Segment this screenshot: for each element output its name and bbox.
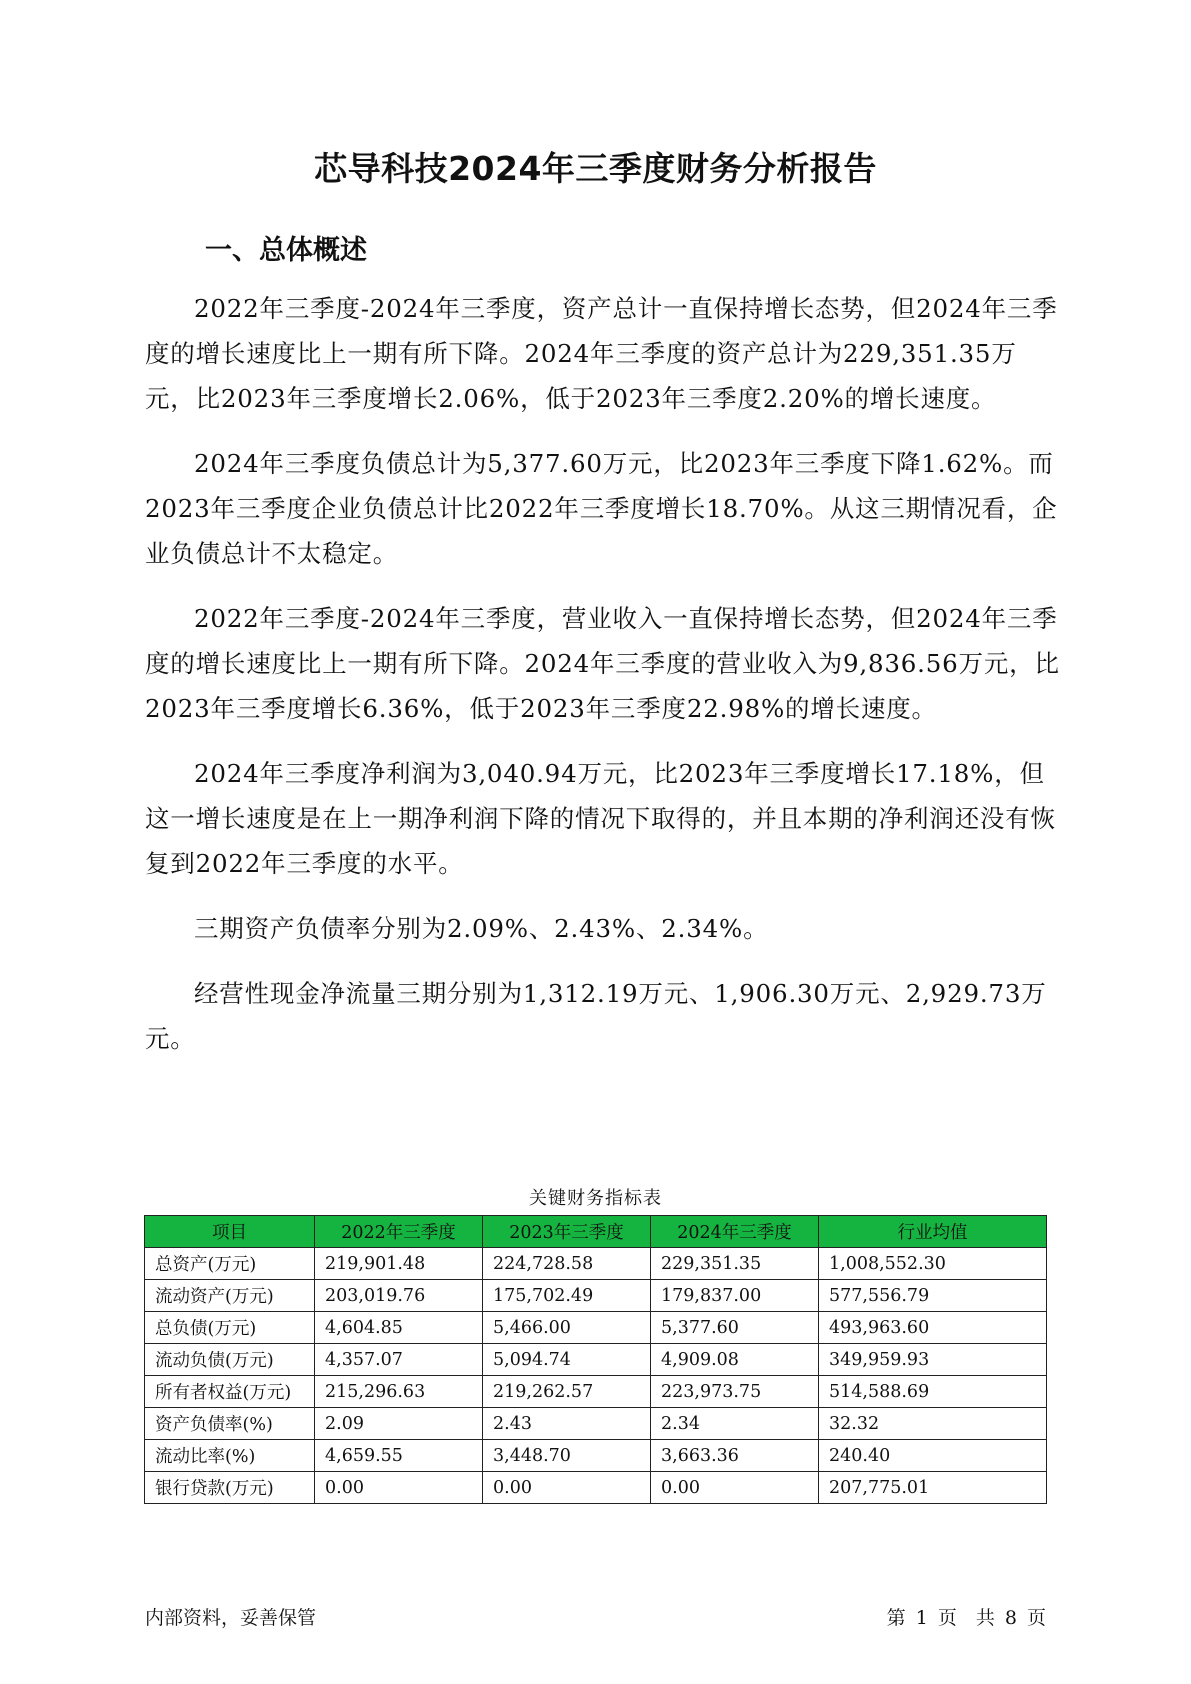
- cell-value: 1,008,552.30: [819, 1248, 1047, 1280]
- cell-value: 4,659.55: [315, 1440, 483, 1472]
- cell-value: 219,262.57: [483, 1376, 651, 1408]
- row-label: 资产负债率(%): [145, 1408, 315, 1440]
- cell-value: 240.40: [819, 1440, 1047, 1472]
- table-row: [145, 1472, 1047, 1504]
- cell-value: 5,466.00: [483, 1312, 651, 1344]
- table-row: [145, 1312, 1047, 1344]
- paragraph-debt-ratio: 三期资产负债率分别为2.09%、2.43%、2.34%。: [194, 914, 769, 943]
- cell-value: 514,588.69: [819, 1376, 1047, 1408]
- table-row: [145, 1408, 1047, 1440]
- paragraph-net-profit: 2024年三季度净利润为3,040.94万元，比2023年三季度增长17.18%，但这一增长速度是在上一期净利润下降的情况下取得的，并且本期的净利润还没有恢复到2022年三季度的水平。: [145, 759, 1056, 878]
- section-heading: 一、总体概述: [205, 235, 367, 266]
- cell-value: 5,377.60: [651, 1312, 819, 1344]
- header-item: 项目: [145, 1216, 315, 1248]
- header-2024q3: 2024年三季度: [651, 1216, 819, 1248]
- cell-value: 32.32: [819, 1408, 1047, 1440]
- financial-indicators-table: [144, 1215, 1047, 1504]
- cell-value: 3,448.70: [483, 1440, 651, 1472]
- cell-value: 349,959.93: [819, 1344, 1047, 1376]
- table-row: [145, 1280, 1047, 1312]
- report-body: [145, 286, 1065, 1081]
- paragraph-liabilities: 2024年三季度负债总计为5,377.60万元，比2023年三季度下降1.62%。而2023年三季度企业负债总计比2022年三季度增长18.70%。从这三期情况看，企业负债总计不太稳定。: [145, 449, 1058, 568]
- cell-value: 493,963.60: [819, 1312, 1047, 1344]
- row-label: 流动比率(%): [145, 1440, 315, 1472]
- table-row: [145, 1248, 1047, 1280]
- cell-value: 0.00: [651, 1472, 819, 1504]
- report-title: 芯导科技2024年三季度财务分析报告: [314, 149, 877, 188]
- cell-value: 0.00: [483, 1472, 651, 1504]
- cell-value: 229,351.35: [651, 1248, 819, 1280]
- footer-confidential-note: 内部资料，妥善保管: [145, 1607, 317, 1629]
- header-2022q3: 2022年三季度: [315, 1216, 483, 1248]
- paragraph-assets: 2022年三季度-2024年三季度，资产总计一直保持增长态势，但2024年三季度的增长速度比上一期有所下降。2024年三季度的资产总计为229,351.35万元，比2023年三季度增长2.06%，低于2023年三季度2.20%的增长速度。: [145, 294, 1058, 413]
- cell-value: 577,556.79: [819, 1280, 1047, 1312]
- cell-value: 4,604.85: [315, 1312, 483, 1344]
- cell-value: 0.00: [315, 1472, 483, 1504]
- table-row: [145, 1440, 1047, 1472]
- table-row: [145, 1344, 1047, 1376]
- row-label: 流动资产(万元): [145, 1280, 315, 1312]
- row-label: 银行贷款(万元): [145, 1472, 315, 1504]
- cell-value: 4,357.07: [315, 1344, 483, 1376]
- cell-value: 2.34: [651, 1408, 819, 1440]
- cell-value: 175,702.49: [483, 1280, 651, 1312]
- header-2023q3: 2023年三季度: [483, 1216, 651, 1248]
- paragraph-cash-flow: 经营性现金净流量三期分别为1,312.19万元、1,906.30万元、2,929.73万元。: [145, 979, 1047, 1053]
- cell-value: 219,901.48: [315, 1248, 483, 1280]
- footer-page-number: 第 1 页 共 8 页: [886, 1607, 1046, 1629]
- paragraph-revenue: 2022年三季度-2024年三季度，营业收入一直保持增长态势，但2024年三季度的增长速度比上一期有所下降。2024年三季度的营业收入为9,836.56万元，比2023年三季度增长6.36%，低于2023年三季度22.98%的增长速度。: [145, 604, 1060, 723]
- cell-value: 179,837.00: [651, 1280, 819, 1312]
- row-label: 所有者权益(万元): [145, 1376, 315, 1408]
- cell-value: 207,775.01: [819, 1472, 1047, 1504]
- table-caption: 关键财务指标表: [529, 1188, 662, 1209]
- cell-value: 4,909.08: [651, 1344, 819, 1376]
- row-label: 流动负债(万元): [145, 1344, 315, 1376]
- cell-value: 3,663.36: [651, 1440, 819, 1472]
- cell-value: 2.43: [483, 1408, 651, 1440]
- table-row: [145, 1376, 1047, 1408]
- cell-value: 224,728.58: [483, 1248, 651, 1280]
- header-industry-avg: 行业均值: [819, 1216, 1047, 1248]
- cell-value: 215,296.63: [315, 1376, 483, 1408]
- row-label: 总资产(万元): [145, 1248, 315, 1280]
- table-header-row: [145, 1216, 1047, 1248]
- cell-value: 223,973.75: [651, 1376, 819, 1408]
- cell-value: 2.09: [315, 1408, 483, 1440]
- cell-value: 203,019.76: [315, 1280, 483, 1312]
- row-label: 总负债(万元): [145, 1312, 315, 1344]
- cell-value: 5,094.74: [483, 1344, 651, 1376]
